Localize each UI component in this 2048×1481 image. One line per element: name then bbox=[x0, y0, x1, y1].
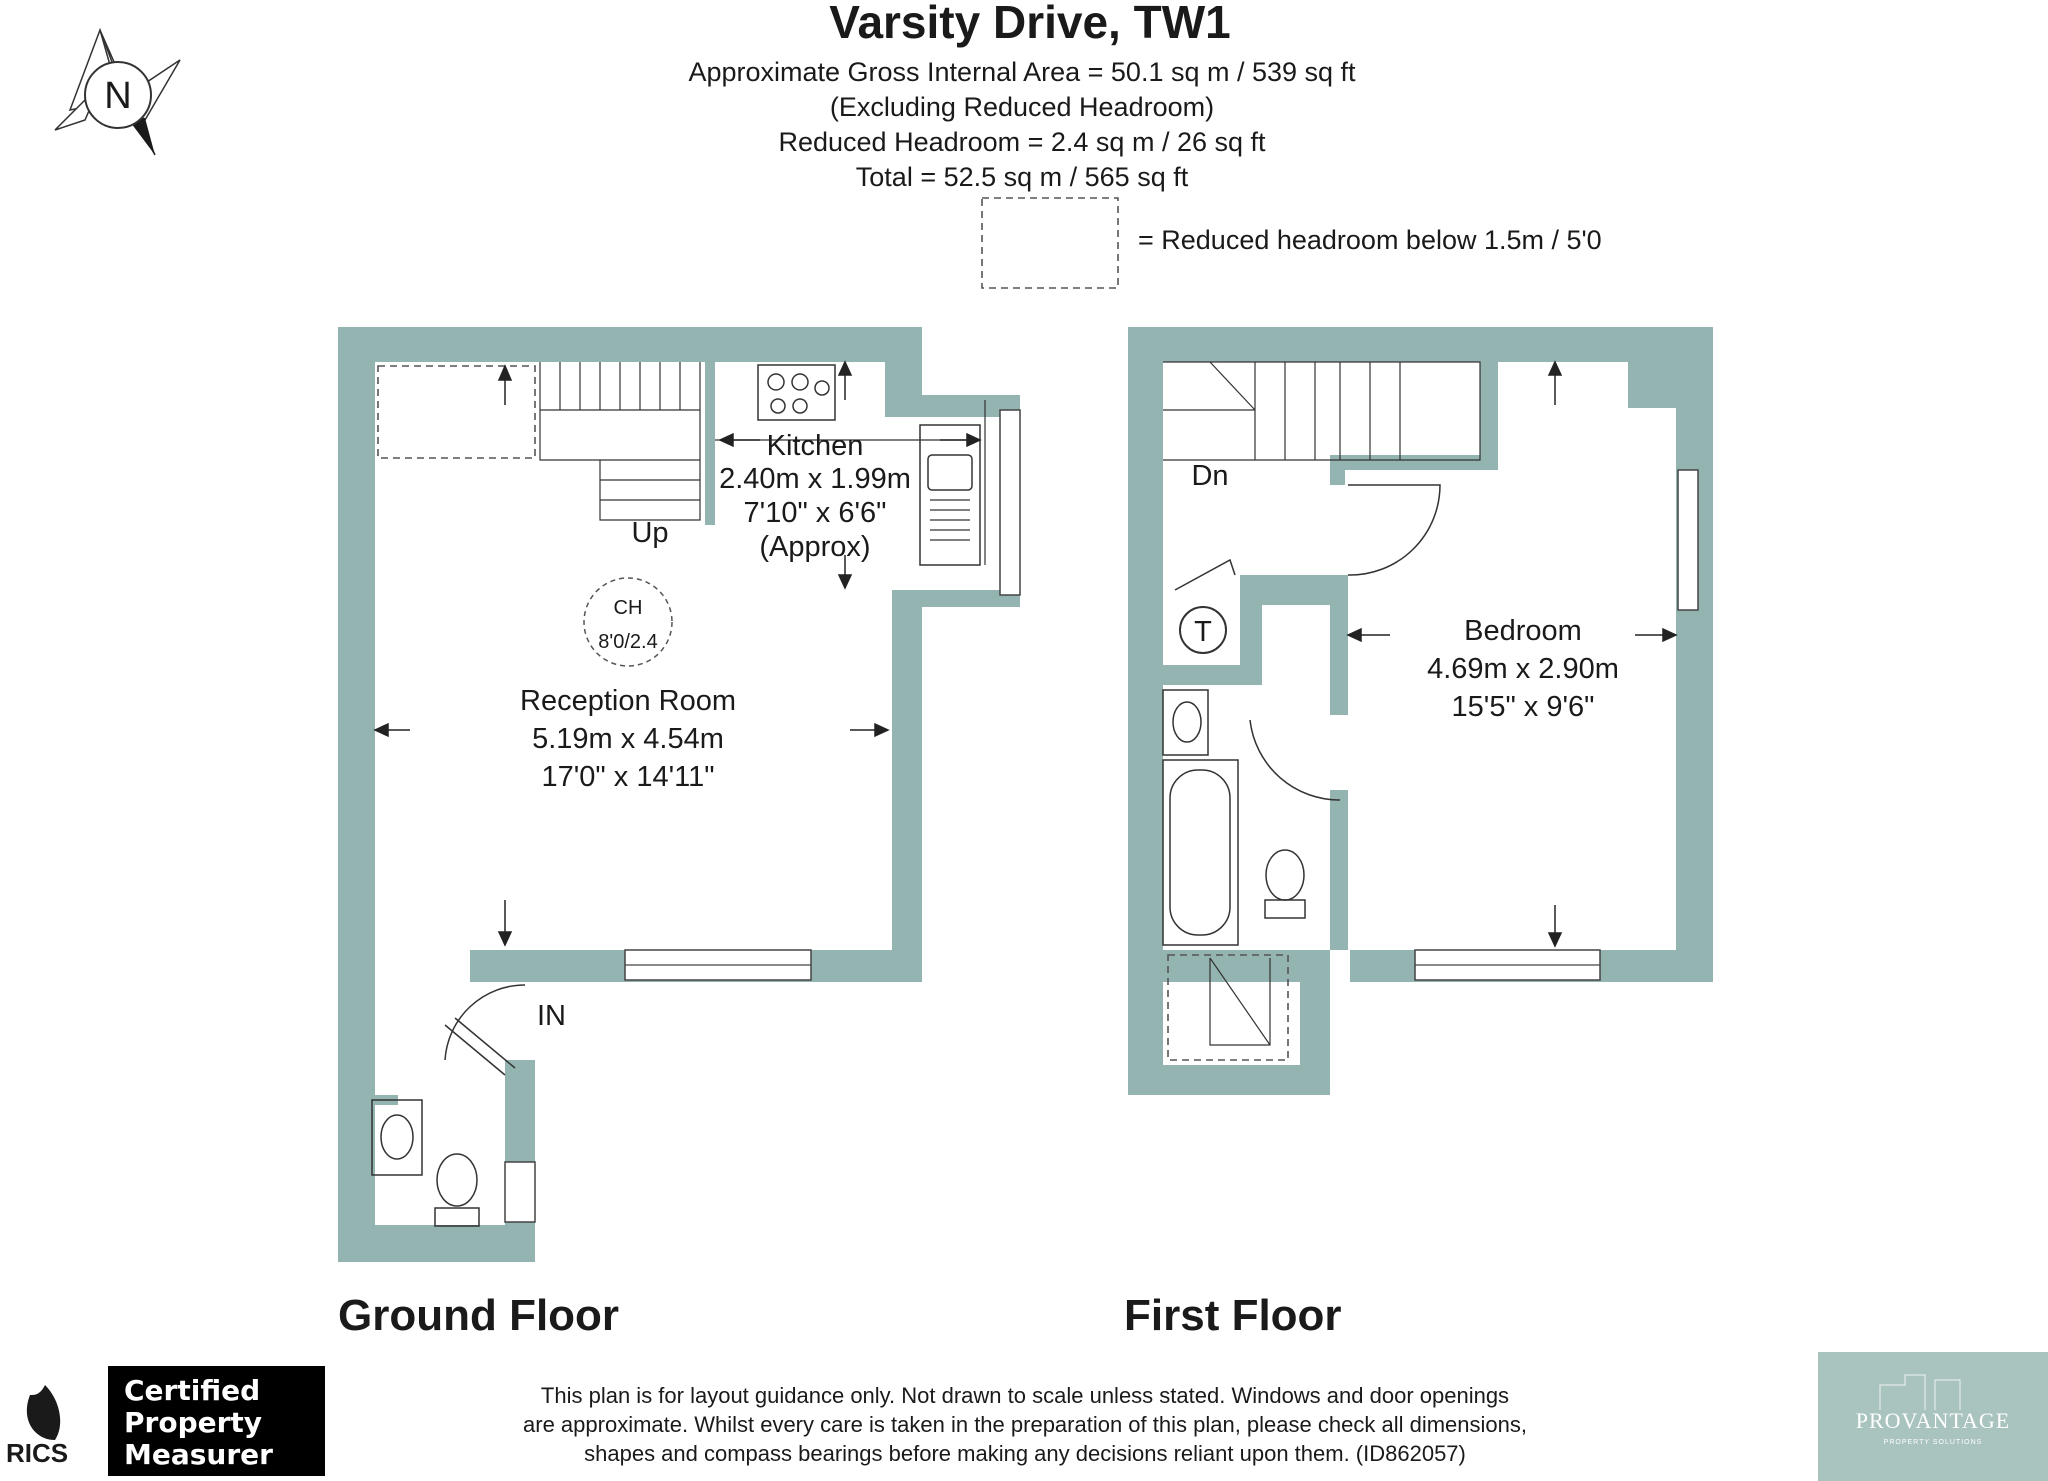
compass-north-label: N bbox=[104, 75, 132, 117]
disclaimer-line-3: shapes and compass bearings before making any decisions reliant upon them. (ID862057) bbox=[584, 1441, 1466, 1466]
first-floor-label: First Floor bbox=[1124, 1291, 1342, 1340]
gf-dimension-arrows bbox=[375, 362, 980, 945]
basin-icon bbox=[372, 1100, 422, 1175]
area-line-3: Reduced Headroom = 2.4 sq m / 26 sq ft bbox=[778, 127, 1266, 157]
kitchen-metric: 2.40m x 1.99m bbox=[719, 463, 911, 495]
sink-icon bbox=[920, 425, 980, 565]
brand-name: PROVANTAGE bbox=[1855, 1408, 2011, 1433]
area-line-4: Total = 52.5 sq m / 565 sq ft bbox=[855, 162, 1189, 192]
badge-line-2: Property bbox=[124, 1406, 263, 1439]
bedroom-name: Bedroom bbox=[1464, 615, 1582, 647]
ff-bathroom-fixtures bbox=[1163, 690, 1305, 1060]
reception-imperial: 17'0" x 14'11" bbox=[541, 761, 715, 793]
first-floor-windows bbox=[1415, 470, 1698, 980]
gf-stairs-label: Up bbox=[631, 517, 669, 549]
disclaimer-line-1: This plan is for layout guidance only. Not drawn to scale unless stated. Windows and door openings bbox=[540, 1383, 1510, 1408]
rics-logo bbox=[6, 1385, 68, 1468]
legend-text: = Reduced headroom below 1.5m / 5'0 bbox=[1138, 225, 1602, 255]
area-line-2: (Excluding Reduced Headroom) bbox=[829, 92, 1215, 122]
bedroom-imperial: 15'5" x 9'6" bbox=[1451, 691, 1595, 723]
bedroom-metric: 4.69m x 2.90m bbox=[1427, 653, 1619, 685]
ground-floor-stairs bbox=[540, 362, 700, 520]
compass-rose-icon bbox=[55, 30, 180, 155]
badge-line-1: Certified bbox=[124, 1374, 261, 1407]
rics-label: RICS bbox=[6, 1438, 69, 1468]
ff-toilet-icon bbox=[1266, 850, 1304, 900]
kitchen-name: Kitchen bbox=[766, 430, 864, 462]
ceiling-value: 8'0/2.4 bbox=[598, 631, 658, 653]
plan-title: Varsity Drive, TW1 bbox=[829, 0, 1231, 48]
tank-label: T bbox=[1194, 616, 1212, 648]
brand-tagline: PROPERTY SOLUTIONS bbox=[1883, 1439, 1983, 1446]
reception-metric: 5.19m x 4.54m bbox=[532, 723, 724, 755]
area-line-1: Approximate Gross Internal Area = 50.1 sq m / 539 sq ft bbox=[688, 57, 1356, 87]
ground-floor-walls bbox=[338, 327, 1020, 1262]
ceiling-code: CH bbox=[613, 597, 643, 619]
legend-swatch bbox=[982, 198, 1118, 288]
ff-stairs-label: Dn bbox=[1191, 460, 1229, 492]
reception-name: Reception Room bbox=[520, 685, 736, 717]
ground-floor-label: Ground Floor bbox=[338, 1291, 620, 1340]
toilet-icon bbox=[437, 1154, 477, 1206]
kitchen-imperial: 7'10" x 6'6" bbox=[743, 497, 887, 529]
gf-wc-fixtures bbox=[372, 1100, 479, 1226]
badge-line-3: Measurer bbox=[124, 1438, 273, 1471]
disclaimer-line-2: are approximate. Whilst every care is taken in the preparation of this plan, please check all dimensions, bbox=[523, 1412, 1527, 1437]
first-floor-stairs bbox=[1163, 362, 1480, 460]
entrance-label: IN bbox=[537, 1000, 566, 1032]
kitchen-note: (Approx) bbox=[759, 531, 871, 563]
bath-icon bbox=[1163, 760, 1238, 945]
